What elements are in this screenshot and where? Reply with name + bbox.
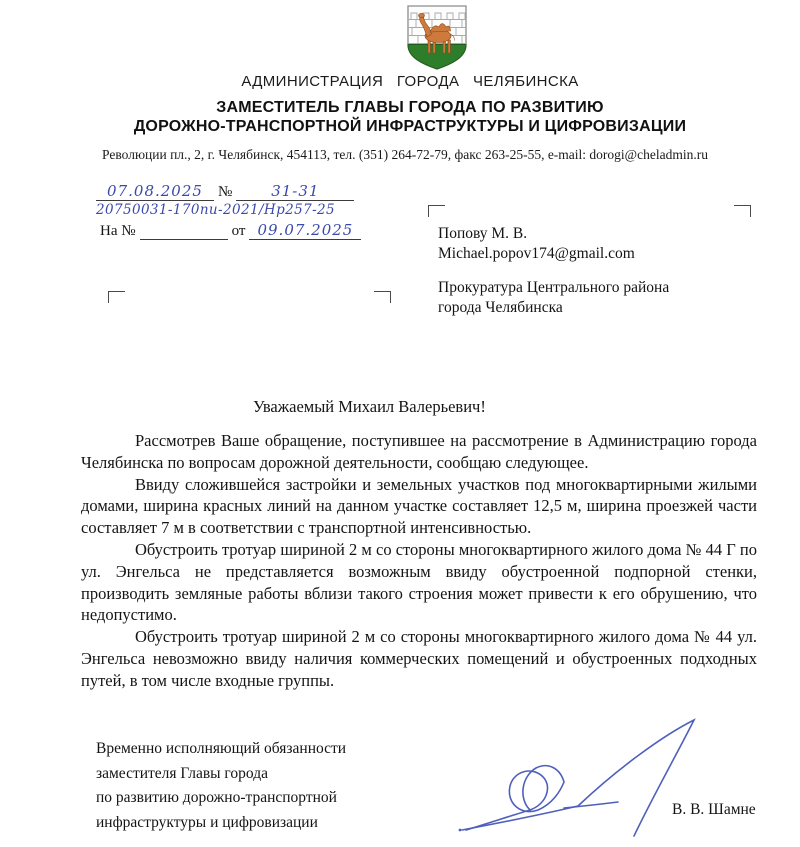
reply-to-label: На № [100, 223, 136, 239]
contact-info-line: Революции пл., 2, г. Челябинск, 454113, тел. (351) 264-72-79, факс 263-25-55, e-mail: dorogi@cheladmin.ru [102, 147, 708, 162]
chelyabinsk-coat-of-arms-icon [404, 3, 470, 71]
department-title-line1: ЗАМЕСТИТЕЛЬ ГЛАВЫ ГОРОДА ПО РАЗВИТИЮ [216, 99, 604, 116]
body-paragraph-3: Обустроить тротуар шириной 2 м со стороны многоквартирного жилого дома № 44 Г по ул. Энгельса не представляется возможным ввиду обустроенной подпорной стенки, производить земляные работы вблизи такого строения может привести к его обрушению, что недопустимо. [81, 539, 757, 625]
recipient-email: Michael.popov174@gmail.com [438, 245, 635, 262]
reference-block [96, 182, 376, 240]
reply-number-blank [140, 239, 228, 240]
reply-from-label: от [231, 223, 246, 239]
number-sign-label: № [218, 184, 233, 200]
signer-position-line4: инфраструктуры и цифровизации [96, 813, 318, 831]
corner-mark-left-zone-left [108, 291, 125, 303]
handwritten-signature [452, 712, 708, 844]
signer-position-line2: заместителя Главы города [96, 764, 268, 782]
signer-position-block [96, 737, 346, 835]
reply-date-handwritten: 09.07.2025 [249, 221, 361, 240]
case-number-handwritten: 20750031-170пи-2021/Нр257-25 [96, 202, 336, 218]
department-title-line2: ДОРОЖНО-ТРАНСПОРТНОЙ ИНФРАСТРУКТУРЫ И ЦИФРОВИЗАЦИИ [133, 118, 687, 135]
body-paragraph-4: Обустроить тротуар шириной 2 м со стороны многоквартирного жилого дома № 44 ул. Энгельса невозможно ввиду наличия коммерческих помещений и обустроенных подходных путей, в том числе входные группы. [81, 627, 757, 690]
corner-mark-left-zone-right [374, 291, 391, 303]
corner-mark-recipient-left [428, 205, 445, 217]
signer-name: В. В. Шамне [672, 801, 756, 818]
recipient-organization: Прокуратура Центрального района [438, 279, 670, 296]
signer-position-line3: по развитию дорожно-транспортной [96, 789, 337, 806]
organization-name: АДМИНИСТРАЦИЯ ГОРОДА ЧЕЛЯБИНСКА [241, 73, 579, 90]
outgoing-date-row [96, 182, 376, 201]
letter-body [81, 430, 757, 692]
recipient-name: Попову М. В. [438, 225, 528, 242]
outgoing-date-handwritten: 07.08.2025 [96, 182, 214, 201]
signer-position-line1: Временно исполняющий обязанности [96, 740, 347, 757]
recipient-gap [438, 264, 669, 278]
body-paragraph-1: Рассмотрев Ваше обращение, поступившее на рассмотрение в Администрацию города Челябинска по вопросам дорожной деятельности, сообщаю следующее. [81, 431, 757, 472]
recipient-block [438, 224, 669, 318]
body-paragraph-2: Ввиду сложившейся застройки и земельных участков под многоквартирными жилыми домами, ширина красных линий на данном участке составляет 12,5 м, ширина проезжей части составляет 7 м в соответствии с транспортной интенсивностью. [81, 474, 757, 538]
recipient-city: города Челябинска [438, 299, 563, 316]
corner-mark-recipient-right [734, 205, 751, 217]
outgoing-number-handwritten: 31-31 [236, 182, 354, 201]
reply-reference-row [96, 221, 376, 240]
department-title [0, 98, 800, 136]
salutation: Уважаемый Михаил Валерьевич! [253, 397, 486, 416]
